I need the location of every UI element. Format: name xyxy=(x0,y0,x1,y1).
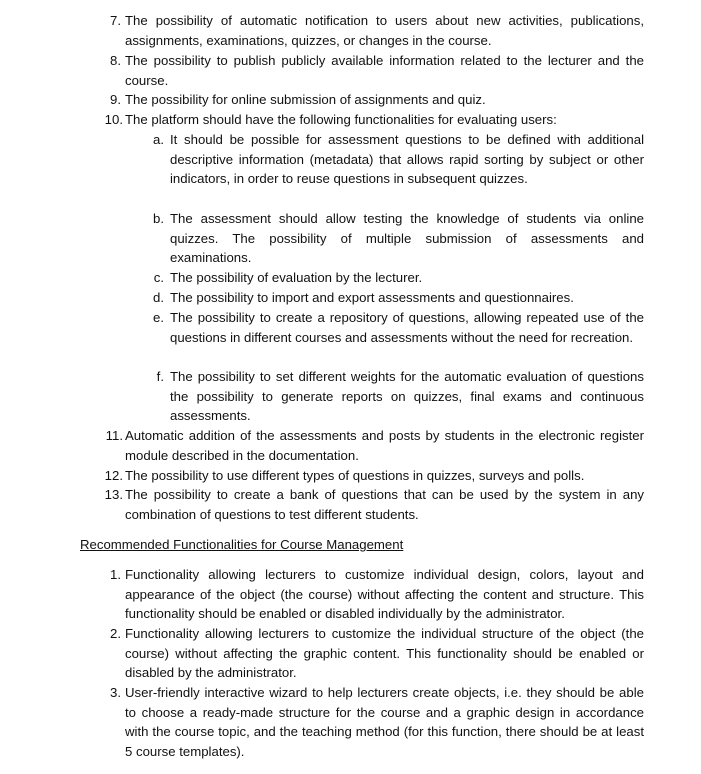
list-item-7 xyxy=(110,11,644,50)
sub-item-text: The possibility of evaluation by the lecturer. xyxy=(170,270,423,285)
list-number: 1. xyxy=(110,567,121,582)
list-item-text: The possibility of automatic notification to users about new activities, publications, assignments, examinations, quizzes, or changes in the course. xyxy=(125,13,644,48)
list-item-11 xyxy=(105,426,644,465)
list-number: 13. xyxy=(104,487,123,502)
sub-item-e xyxy=(153,308,644,347)
list-item-text: User-friendly interactive wizard to help lecturers create objects, i.e. they should be able to choose a ready-made structure for the course and a graphic design in accordance with the course topic, and the teaching method (for this function, there should be at least 5 course templates). xyxy=(125,685,644,760)
list-number: 9. xyxy=(110,92,121,107)
list-item-text: Functionality allowing lecturers to customize individual design, colors, layout and appearance of the object (the course) without affecting the content and structure. This functionality should be enabled or disabled individually by the administrator. xyxy=(125,567,644,622)
list-number: 2. xyxy=(110,626,121,641)
sub-item-letter: e. xyxy=(153,310,164,325)
sub-item-text: The possibility to import and export assessments and questionnaires. xyxy=(170,290,574,305)
list-item-text: Functionality allowing lecturers to customize the individual structure of the object (the course) without affecting the graphic content. This functionality should be enabled or disabled by the administrator. xyxy=(125,626,644,681)
sub-item-text: It should be possible for assessment questions to be defined with additional descriptive information (metadata) that allows rapid sorting by subject or other indicators, in order to reuse questions in subsequent quizzes. xyxy=(170,132,644,187)
sub-item-text: The assessment should allow testing the knowledge of students via online quizzes. The possibility of multiple submission of assessments and examinations. xyxy=(170,211,644,266)
list-number: 11. xyxy=(105,428,123,443)
sub-item-f xyxy=(156,367,644,426)
recommended-item-1 xyxy=(110,565,644,624)
sub-item-letter: d. xyxy=(153,290,164,305)
list-item-9 xyxy=(110,90,644,110)
list-number: 7. xyxy=(110,13,121,28)
list-item-text: Automatic addition of the assessments and posts by students in the electronic register module described in the documentation. xyxy=(125,428,644,463)
list-item-12 xyxy=(104,466,644,486)
sub-item-letter: b. xyxy=(153,211,164,226)
sub-item-d xyxy=(153,288,644,308)
list-number: 3. xyxy=(110,685,121,700)
list-item-13 xyxy=(104,485,644,524)
sub-item-text: The possibility to set different weights for the automatic evaluation of questions the possibility to generate reports on quizzes, final exams and continuous assessments. xyxy=(170,369,644,424)
recommended-item-2 xyxy=(110,624,644,683)
sub-item-letter: a. xyxy=(153,132,164,147)
sub-item-letter: c. xyxy=(153,270,164,285)
list-item-10 xyxy=(104,110,644,130)
sub-item-a xyxy=(153,130,644,189)
list-item-text: The possibility for online submission of assignments and quiz. xyxy=(125,92,486,107)
list-item-text: The possibility to publish publicly available information related to the lecturer and the course. xyxy=(125,53,644,88)
list-number: 12. xyxy=(104,468,123,483)
list-item-8 xyxy=(110,51,644,90)
sub-item-c xyxy=(153,268,644,288)
list-number: 8. xyxy=(110,53,121,68)
recommended-item-3 xyxy=(110,683,644,762)
sub-item-text: The possibility to create a repository of questions, allowing repeated use of the questions in different courses and assessments without the need for recreation. xyxy=(170,310,644,345)
section-heading: Recommended Functionalities for Course Management xyxy=(80,537,404,552)
list-item-text: The possibility to use different types of questions in quizzes, surveys and polls. xyxy=(125,468,585,483)
list-item-text: The platform should have the following functionalities for evaluating users: xyxy=(125,112,557,127)
sub-item-letter: f. xyxy=(156,369,164,384)
list-number: 10. xyxy=(104,112,123,127)
sub-item-b xyxy=(153,209,644,268)
list-item-text: The possibility to create a bank of questions that can be used by the system in any combination of questions to test different students. xyxy=(125,487,644,522)
